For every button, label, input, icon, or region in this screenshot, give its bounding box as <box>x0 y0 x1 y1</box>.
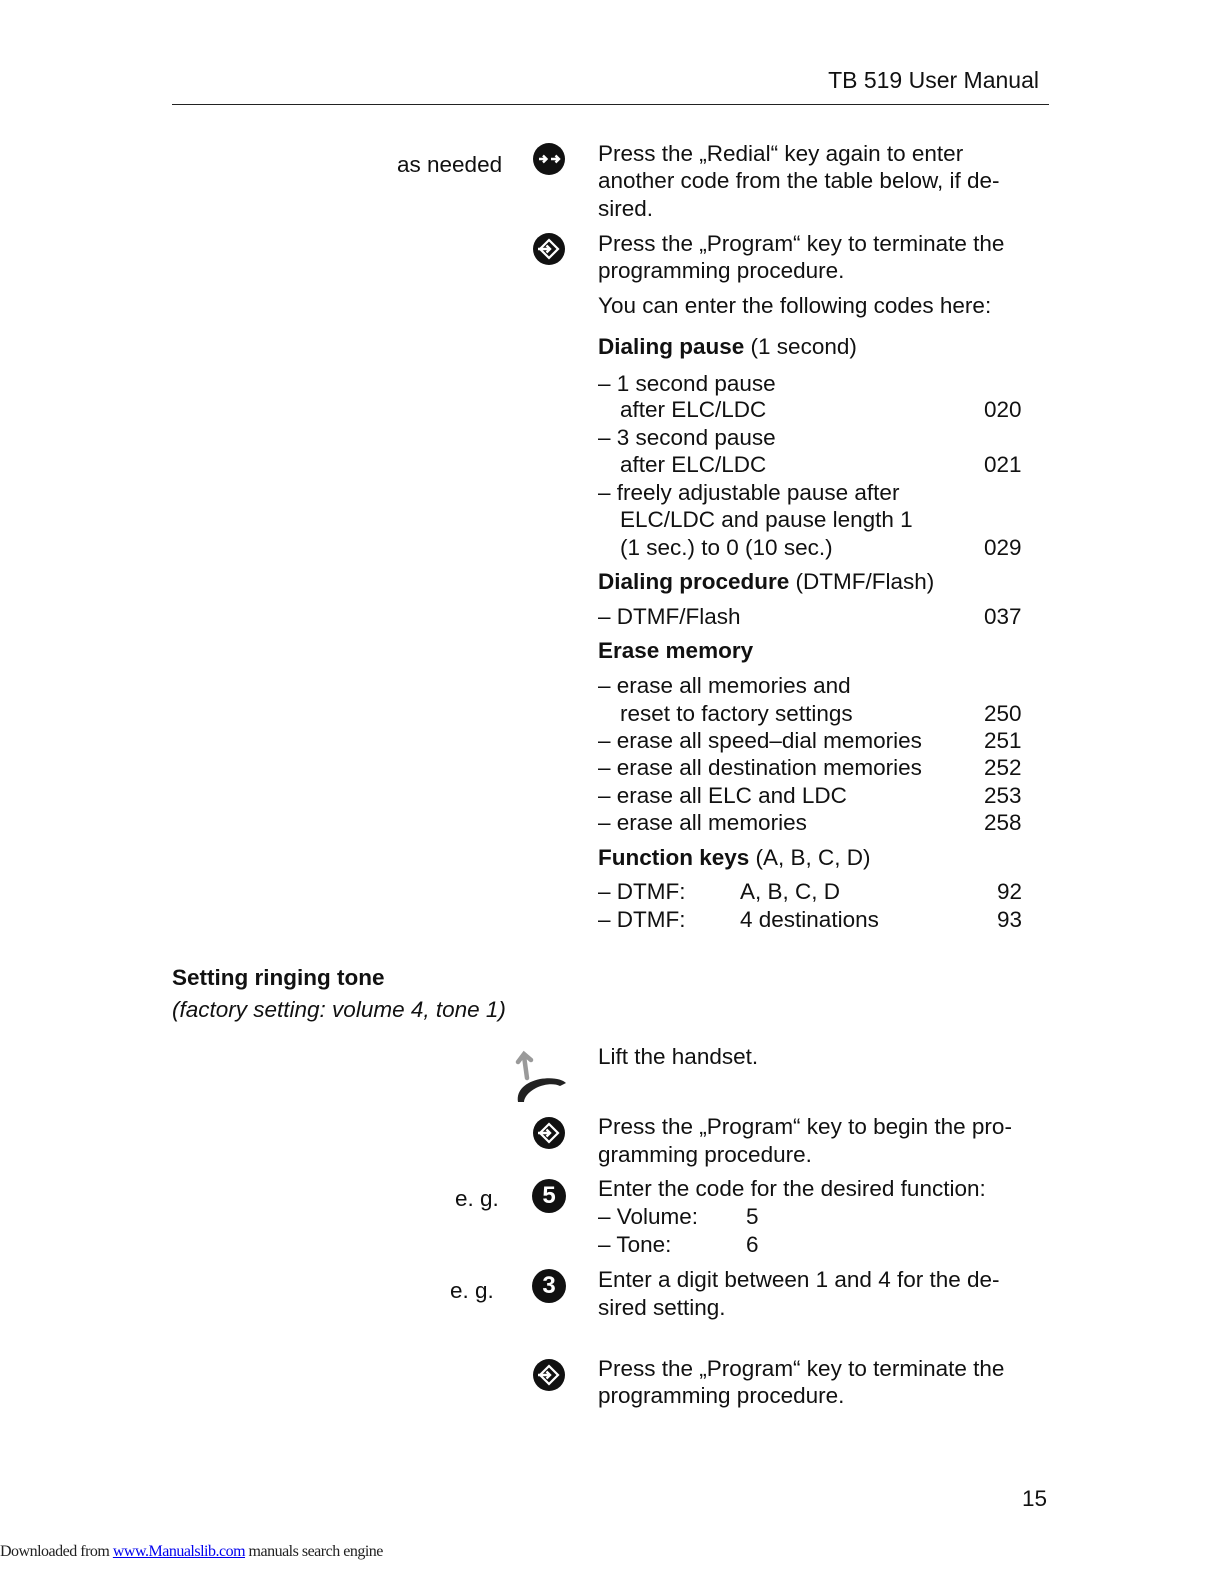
header-rule <box>172 104 1049 105</box>
procedure-item1-code: 037 <box>984 604 1022 629</box>
procedure-item1: – DTMF/Flash <box>598 604 741 629</box>
function-item1-label: – DTMF: <box>598 879 686 904</box>
program-begin-line1: Press the „Program“ key to begin the pro- <box>598 1114 1012 1139</box>
function-keys-heading: Function keys (A, B, C, D) <box>598 845 871 870</box>
erase-item5-code: 258 <box>984 810 1022 835</box>
function-item2-label: – DTMF: <box>598 907 686 932</box>
function-item1-code: 92 <box>997 879 1023 904</box>
erase-item3: – erase all destination memories <box>598 755 922 780</box>
digit-5-key-icon: 5 <box>532 1179 566 1213</box>
redial-key-icon <box>532 142 566 176</box>
erase-item1-line1: – erase all memories and <box>598 673 851 698</box>
erase-item3-code: 252 <box>984 755 1022 780</box>
program-terminate2-line2: programming procedure. <box>598 1383 845 1408</box>
enter-digit-line2: sired setting. <box>598 1295 726 1320</box>
volume-label: – Volume: <box>598 1204 699 1229</box>
ringing-tone-heading: Setting ringing tone <box>172 965 385 990</box>
footer-prefix: Downloaded from <box>0 1543 113 1560</box>
program-terminate2-line1: Press the „Program“ key to terminate the <box>598 1356 1005 1381</box>
erase-item1-code: 250 <box>984 701 1022 726</box>
pause-item1-code: 020 <box>984 397 1022 422</box>
program-terminate-line1: Press the „Program“ key to terminate the <box>598 231 1005 256</box>
pause-item3-line2: ELC/LDC and pause length 1 <box>620 507 913 532</box>
pause-item1-line1: – 1 second pause <box>598 371 776 396</box>
pause-item2-code: 021 <box>984 452 1022 477</box>
tone-label: – Tone: <box>598 1232 672 1257</box>
codes-intro: You can enter the following codes here: <box>598 293 992 318</box>
download-footer <box>0 1538 383 1566</box>
function-item1-value: A, B, C, D <box>740 879 841 904</box>
example-label-1: e. g. <box>455 1186 499 1211</box>
lift-handset-instruction: Lift the handset. <box>598 1044 759 1069</box>
redial-instruction-line3: sired. <box>598 196 654 221</box>
erase-memory-heading: Erase memory <box>598 638 754 663</box>
function-item2-value: 4 destinations <box>740 907 879 932</box>
pause-item2-line1: – 3 second pause <box>598 425 776 450</box>
dialing-pause-heading: Dialing pause (1 second) <box>598 334 857 359</box>
erase-item2-code: 251 <box>984 728 1022 753</box>
ringing-tone-subheading: (factory setting: volume 4, tone 1) <box>172 997 506 1022</box>
volume-code: 5 <box>746 1204 759 1229</box>
digit-3-key-icon: 3 <box>532 1269 566 1303</box>
enter-digit-line1: Enter a digit between 1 and 4 for the de- <box>598 1267 1000 1292</box>
redial-instruction-line1: Press the „Redial“ key again to enter <box>598 141 964 166</box>
manualslib-link[interactable]: www.Manualslib.com <box>112 1543 246 1560</box>
pause-item3-line3: (1 sec.) to 0 (10 sec.) <box>620 535 833 560</box>
pause-item1-line2: after ELC/LDC <box>620 397 767 422</box>
program-begin-line2: gramming procedure. <box>598 1142 812 1167</box>
program-key-icon <box>532 232 566 266</box>
enter-code-instruction: Enter the code for the desired function: <box>598 1176 986 1201</box>
program-terminate-line2: programming procedure. <box>598 258 845 283</box>
as-needed-label: as needed <box>397 152 503 177</box>
erase-item5: – erase all memories <box>598 810 807 835</box>
pause-item3-line1: – freely adjustable pause after <box>598 480 900 505</box>
program-key-icon <box>532 1116 566 1150</box>
page-header-title: TB 519 User Manual <box>828 67 1039 93</box>
program-key-icon <box>532 1358 566 1392</box>
redial-instruction-line2: another code from the table below, if de- <box>598 168 1000 193</box>
lift-handset-icon <box>512 1046 570 1106</box>
erase-item4-code: 253 <box>984 783 1022 808</box>
tone-code: 6 <box>746 1232 759 1257</box>
function-item2-code: 93 <box>997 907 1023 932</box>
footer-suffix: manuals search engine <box>245 1543 383 1560</box>
page-number: 15 <box>1022 1486 1048 1511</box>
example-label-2: e. g. <box>450 1278 494 1303</box>
pause-item3-code: 029 <box>984 535 1022 560</box>
erase-item4: – erase all ELC and LDC <box>598 783 847 808</box>
dialing-procedure-heading: Dialing procedure (DTMF/Flash) <box>598 569 935 594</box>
erase-item2: – erase all speed–dial memories <box>598 728 922 753</box>
erase-item1-line2: reset to factory settings <box>620 701 853 726</box>
pause-item2-line2: after ELC/LDC <box>620 452 767 477</box>
